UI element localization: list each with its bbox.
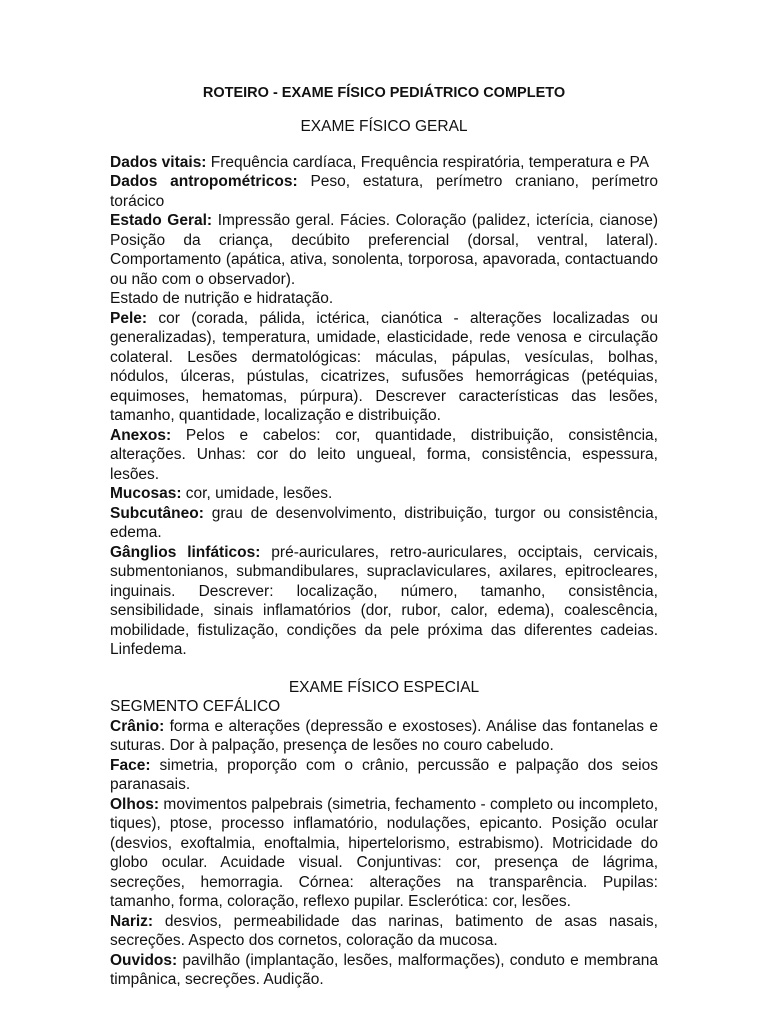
paragraph: [110, 172, 658, 211]
paragraph-label: Gânglios linfáticos:: [110, 543, 261, 561]
paragraph-text: pavilhão (implantação, lesões, malformações), conduto e membrana timpânica, secreções. Audição.: [110, 951, 658, 988]
segment-heading: SEGMENTO CEFÁLICO: [110, 698, 281, 715]
paragraph: [110, 484, 658, 504]
paragraph-label: Nariz:: [110, 912, 154, 930]
paragraph: [110, 309, 658, 426]
paragraph: [110, 426, 658, 485]
paragraph: [110, 951, 658, 990]
paragraph-text: Frequência cardíaca, Frequência respiratória, temperatura e PA: [206, 153, 650, 171]
paragraph-text: Peso, estatura, perímetro craniano, perímetro torácico: [110, 173, 659, 210]
paragraph-label: Anexos:: [110, 426, 172, 444]
paragraph-text: Pelos e cabelos: cor, quantidade, distribuição, consistência, alterações. Unhas: cor do leito ungueal, forma, consistência, espessura, lesões.: [110, 426, 658, 483]
paragraph-label: Mucosas:: [110, 485, 182, 502]
paragraph: [110, 289, 658, 309]
paragraph: [110, 153, 658, 173]
paragraph-text: Impressão geral. Fácies. Coloração (palidez, icterícia, cianose) Posição da criança, decúbito preferencial (dorsal, ventral, lateral). Comportamento (apática, ativa, sonolenta, torporosa, apavorada, contactuando ou não com o observador).: [110, 212, 658, 288]
paragraph: [110, 543, 658, 660]
paragraph: [110, 717, 658, 756]
paragraph-text: desvios, permeabilidade das narinas, batimento de asas nasais, secreções. Aspecto dos cornetos, coloração da mucosa.: [110, 912, 658, 949]
paragraph-text: simetria, proporção com o crânio, percussão e palpação dos seios paranasais.: [110, 756, 658, 793]
paragraph-text: grau de desenvolvimento, distribuição, turgor ou consistência, edema.: [110, 504, 658, 541]
paragraph: [110, 912, 658, 951]
paragraph-label: Crânio:: [110, 717, 165, 735]
paragraph-label: Pele:: [110, 309, 148, 327]
paragraph-label: Dados vitais:: [110, 153, 207, 171]
paragraph-text: movimentos palpebrais (simetria, fechamento - completo ou incompleto, tiques), ptose, processo inflamatório, nodulações, epicanto. Posição ocular (desvios, exoftalmia, enoftalmia, hipertelorismo, estrabismo). Motricidade do globo ocular. Acuidade visual. Conjuntivas: cor, presença de lágrima, secreções, hemorragia. Córnea: alterações na transparência. Pupilas: tamanho, forma, coloração, reflexo pupilar. Esclerótica: cor, lesões.: [110, 795, 658, 910]
paragraph: [110, 504, 658, 543]
paragraph-label: Subcutâneo:: [110, 504, 204, 522]
paragraph-text: pré-auriculares, retro-auriculares, occiptais, cervicais, submentonianos, submandibulares, supraclaviculares, axilares, epitrocleares, inguinais. Descrever: localização, número, tamanho, consistência, sensibilidade, sinais inflamatórios (dor, rubor, calor, edema), coalescência, mobilidade, fistulização, condições da pele próxima das diferentes cadeias. Linfedema.: [110, 543, 658, 658]
paragraph-text: cor (corada, pálida, ictérica, cianótica - alterações localizadas ou generalizadas), temperatura, umidade, elasticidade, rede venosa e circulação colateral. Lesões dermatológicas: máculas, pápulas, vesículas, bolhas, nódulos, úlceras, pústulas, cicatrizes, sufusões hemorrágicas (petéquias, equimoses, hematomas, púrpura). Descrever características das lesões, tamanho, quantidade, localização e distribuição.: [110, 309, 658, 424]
paragraph-text: Estado de nutrição e hidratação.: [110, 290, 334, 307]
special-exam-section: [110, 717, 658, 990]
paragraph-label: Dados antropométricos:: [110, 173, 298, 190]
section-heading-general: EXAME FÍSICO GERAL: [300, 118, 468, 135]
section-heading-special: EXAME FÍSICO ESPECIAL: [288, 678, 480, 696]
paragraph-label: Ouvidos:: [110, 951, 178, 969]
paragraph: [110, 756, 658, 795]
paragraph-text: cor, umidade, lesões.: [181, 485, 333, 502]
paragraph: [110, 795, 658, 912]
paragraph-label: Estado Geral:: [110, 212, 213, 229]
paragraph-text: forma e alterações (depressão e exostoses). Análise das fontanelas e suturas. Dor à palpação, presença de lesões no couro cabeludo.: [110, 717, 658, 754]
general-exam-section: [110, 153, 658, 660]
paragraph-label: Face:: [110, 756, 151, 774]
paragraph-label: Olhos:: [110, 795, 160, 813]
document-title: ROTEIRO - EXAME FÍSICO PEDIÁTRICO COMPLETO: [202, 85, 566, 101]
paragraph: [110, 211, 658, 289]
